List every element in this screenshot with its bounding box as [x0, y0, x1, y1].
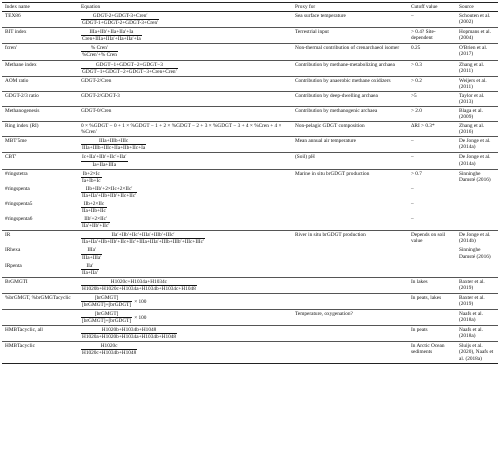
- equation-cell: [78, 277, 292, 293]
- equation-numerator: IIa′+IIb′+IIc′+IIIa′+IIIb′+IIIc′: [81, 232, 205, 239]
- equation-fraction: [81, 343, 137, 356]
- table-row: [2, 91, 498, 106]
- proxy-cell: Terrestrial input: [292, 28, 408, 44]
- equation-numerator: H1020c+H1034a+H1034c: [81, 279, 197, 286]
- equation-numerator: H1020c: [81, 343, 137, 350]
- table-row: [2, 76, 498, 91]
- proxy-cell: [292, 246, 408, 261]
- table-row: [2, 215, 498, 231]
- proxy-cell: [292, 262, 408, 278]
- proxy-cell: Contribution by methane-metabolizing archaea: [292, 60, 408, 76]
- equation-numerator: GDGT−1+GDGT−2+GDGT−3: [81, 62, 178, 69]
- equation-fraction: [81, 171, 102, 184]
- cutoff-cell: ΔRI > 0.3*: [408, 122, 456, 137]
- index-name-cell: BrGMGTI: [2, 277, 78, 293]
- proxy-cell: [292, 326, 408, 342]
- equation-fraction: [81, 13, 159, 26]
- cutoff-cell: –: [408, 137, 456, 153]
- proxy-cell: Contribution by anaerobic methane oxidizers: [292, 76, 408, 91]
- equation-cell: [78, 310, 292, 326]
- cutoff-cell: 0.25: [408, 44, 456, 60]
- source-cell: De Jonge et al. (2014b): [459, 232, 491, 245]
- equation-numerator: [brGMGT]: [81, 295, 132, 302]
- equation-cell: [78, 262, 292, 278]
- source-cell: [456, 200, 498, 215]
- table-body: [2, 12, 498, 364]
- proxy-cell: Contribution by deep-dwelling archaea: [292, 91, 408, 106]
- equation-denominator: H1020b+H1020c+H1034a+H1034b+H1034c+H1048: [82, 285, 196, 292]
- equation-cell: [78, 246, 292, 261]
- proxy-cell: [292, 200, 408, 215]
- equation-cell: GDGT-2/GDGT-3: [78, 91, 292, 106]
- index-name-cell: IRhexa: [5, 247, 21, 254]
- cutoff-cell: –: [408, 215, 456, 231]
- index-name-cell: #ringspenta: [5, 185, 30, 192]
- source-cell: Schouten et al. (2002): [456, 12, 498, 28]
- equation-cell: [78, 60, 292, 76]
- equation-denominator: IIa+IIb+IIc: [82, 208, 106, 215]
- proxy-cell: Marine in situ brGDGT production: [295, 170, 370, 177]
- source-cell: O'Brien et al. (2017): [456, 44, 498, 60]
- table-row: [2, 231, 498, 247]
- index-name-cell: %brGMGT, %brGMGTacyclic: [2, 293, 78, 309]
- table-row: [2, 262, 498, 278]
- cutoff-cell: –: [411, 185, 414, 192]
- index-name-cell: MBT′5me: [2, 137, 78, 153]
- source-cell: Naafs et al. (2018a): [456, 310, 498, 326]
- table-row: [2, 277, 498, 293]
- equation-fraction: [81, 263, 99, 276]
- equation-numerator: % Cren′: [81, 45, 118, 52]
- equation-fraction: [81, 247, 102, 260]
- cutoff-cell: > 0.3: [408, 60, 456, 76]
- equation-denominator: %Cren′+% Cren: [82, 52, 117, 59]
- equation-denominator: IIIa+IIIb+IIIc+IIa+IIb+IIc+Ia: [82, 145, 146, 152]
- index-name-cell: #ringspenta6: [2, 215, 78, 231]
- proxy-cell: (Soil) pH: [292, 153, 408, 169]
- cutoff-cell: In peats: [408, 326, 456, 342]
- index-name-cell: IRpenta: [2, 262, 78, 278]
- header-proxy: Proxy for: [292, 3, 408, 12]
- cutoff-cell: –: [408, 12, 456, 28]
- cutoff-cell: Depends on soil value: [411, 232, 446, 245]
- proxy-cell: [292, 293, 408, 309]
- equation-denominator: [brGMGT]+[brGDGT]: [82, 301, 132, 308]
- table-row: [2, 153, 498, 169]
- cutoff-cell: In peats, lakes: [408, 293, 456, 309]
- cutoff-cell: > 0.2: [408, 76, 456, 91]
- equation-numerator: IIIa+IIb′+IIa+IIa′+Ia: [81, 29, 142, 36]
- source-cell: Zhang et al. (2016): [456, 122, 498, 137]
- equation-numerator: GDGT-2+GDGT-3+Cren′: [81, 13, 159, 20]
- equation-cell: [78, 12, 292, 28]
- equation-cell: [78, 169, 292, 185]
- source-cell: [456, 215, 498, 231]
- header-cutoff: Cutoff value: [408, 3, 456, 12]
- equation-cell: [78, 293, 292, 309]
- equation-denominator: IIa′+IIb′+IIc′: [82, 223, 110, 230]
- cutoff-cell: [408, 310, 456, 326]
- equation-denominator: H1020c+H1034b+H1048: [82, 350, 137, 357]
- index-name-cell: [2, 310, 78, 326]
- source-cell: [456, 185, 498, 200]
- equation-fraction: [81, 327, 177, 340]
- proxy-cell: [292, 215, 408, 231]
- source-cell: Weijers et al. (2011): [456, 76, 498, 91]
- table-row: [2, 60, 498, 76]
- equation-fraction: [81, 232, 205, 245]
- source-cell: De Jonge et al. (2014a): [456, 153, 498, 169]
- equation-numerator: IIb+2×IIc: [81, 201, 107, 208]
- header-source: Source: [456, 3, 498, 12]
- proxy-cell: Non-pelagic GDGT composition: [292, 122, 408, 137]
- equation-fraction: [81, 138, 146, 151]
- cutoff-cell: >5: [408, 91, 456, 106]
- equation-numerator: IIb′+2×IIc′: [81, 216, 110, 223]
- header-index-name: Index name: [2, 3, 78, 12]
- index-name-cell: IR: [5, 232, 11, 239]
- source-cell: Baxter et al. (2019): [456, 277, 498, 293]
- index-name-cell: Methane index: [2, 60, 78, 76]
- table-row: [2, 28, 498, 44]
- equation-fraction: [81, 62, 178, 75]
- equation-denominator: IIa+IIa′+IIb+IIb′+IIc+IIc′+IIIa+IIIa′+IIIb+IIIb′+IIIc+IIIc′: [82, 239, 205, 246]
- cutoff-cell: > 0.4? Site-dependent: [408, 28, 456, 44]
- equation-fraction: [81, 45, 118, 58]
- equation-denominator: Cren+IIIa+IIIa′+IIa+IIa′+Ia: [82, 36, 141, 43]
- equation-cell: 0 × %GDGT − 0 + 1 × %GDGT − 1 + 2 × %GDGT − 2 + 3 × %GDGT − 3 + 4 × %Cren + 4 × %Cren′: [78, 122, 292, 137]
- equation-numerator: IIb+IIb′+2×IIc+2×IIc′: [81, 186, 137, 193]
- index-name-cell: HMBTacyclic: [2, 342, 78, 363]
- equation-cell: [78, 44, 292, 60]
- equation-denominator: IIa+IIa′: [82, 269, 98, 276]
- source-cell: Hopmans et al. (2004): [456, 28, 498, 44]
- proxy-cell: Contribution by methanogenic archaea: [292, 107, 408, 122]
- equation-denominator: Ia+IIa+IIIa: [92, 161, 117, 168]
- cutoff-cell: In lakes: [408, 277, 456, 293]
- equation-denominator: IIa+IIa′+IIb+IIb′+IIc+IIc′: [82, 192, 137, 199]
- index-name-cell: TEX86: [2, 12, 78, 28]
- proxy-cell: Non-thermal contribution of crenarchaeol isomer: [292, 44, 408, 60]
- table-row: [2, 122, 498, 137]
- table-row: [2, 44, 498, 60]
- proxy-cell: Sea surface temperature: [292, 12, 408, 28]
- equation-denominator: H1020a+H1020b+H1034a+H1034b+H1048: [82, 334, 177, 341]
- equation-fraction: [81, 201, 107, 214]
- table-row: [2, 185, 498, 200]
- source-cell: Baxter et al. (2019): [456, 293, 498, 309]
- equation-numerator: [brGMGT]: [81, 311, 132, 318]
- equation-cell: GDGT-2/Cren: [78, 76, 292, 91]
- source-cell: Blaga et al. (2009): [456, 107, 498, 122]
- equation-fraction: [81, 154, 128, 167]
- header-equation: Equation: [78, 3, 292, 12]
- proxy-cell: [292, 342, 408, 363]
- source-cell: Zhang et al. (2011): [456, 60, 498, 76]
- equation-denominator: Ia+Ib+Ic: [82, 177, 101, 184]
- equation-fraction: [81, 216, 110, 229]
- table-row: [2, 310, 498, 326]
- cutoff-cell: In Arctic Ocean sediments: [408, 342, 456, 363]
- equation-cell: [78, 200, 292, 215]
- cutoff-cell: –: [408, 153, 456, 169]
- equation-cell: [78, 326, 292, 342]
- equation-numerator: H1020b+H1034b+H1048: [81, 327, 177, 334]
- source-cell: Taylor et al. (2013): [456, 91, 498, 106]
- source-cell: De Jonge et al. (2014a): [456, 137, 498, 153]
- table-row: [2, 12, 498, 28]
- equation-denominator: IIIa+IIIa′: [82, 254, 102, 261]
- equation-cell: [78, 28, 292, 44]
- equation-numerator: IIa′: [81, 263, 99, 270]
- header-row: [2, 3, 498, 12]
- proxy-cell: Mean annual air temperature: [292, 137, 408, 153]
- equation-denominator: [brGMGT]+[brGDGT]: [82, 318, 132, 325]
- proxy-cell: [292, 277, 408, 293]
- table-row: [2, 169, 498, 185]
- index-name-cell: CBT′: [2, 153, 78, 169]
- index-name-cell: Ring index (RI): [2, 122, 78, 137]
- equation-numerator: IIIa+IIIb+IIIc: [81, 138, 146, 145]
- cutoff-cell: [408, 262, 456, 278]
- table-row: [2, 246, 498, 261]
- proxy-cell: Temperature, oxygenation?: [292, 310, 408, 326]
- equation-denominator: GDGT−1+GDGT−2+GDGT−3+Cren+Cren′: [82, 68, 177, 75]
- equation-numerator: IIIa′: [81, 247, 102, 254]
- source-cell: Naafs et al. (2018a): [456, 326, 498, 342]
- source-cell: [456, 262, 498, 278]
- equation-cell: [78, 137, 292, 153]
- equation-multiplier: × 100: [134, 298, 147, 305]
- index-name-cell: GDGT-2/3 ratio: [2, 91, 78, 106]
- source-cell: Sluijs et al. (2020), Naafs et al. (2018a): [456, 342, 498, 363]
- equation-fraction: [81, 311, 132, 324]
- index-name-cell: Methanogenesis: [2, 107, 78, 122]
- equation-cell: [78, 342, 292, 363]
- index-name-cell: #ringstetra: [5, 170, 28, 177]
- equation-numerator: Ib+2×Ic: [82, 170, 100, 177]
- equation-fraction: [81, 29, 142, 42]
- equation-cell: [78, 153, 292, 169]
- equation-cell: [78, 231, 292, 247]
- equation-cell: [78, 215, 292, 231]
- equation-cell: GDGT-0/Cren: [78, 107, 292, 122]
- cutoff-cell: > 0.7: [411, 170, 422, 177]
- proxy-cell: [292, 185, 408, 200]
- cutoff-cell: > 2.0: [408, 107, 456, 122]
- equation-fraction: [81, 295, 132, 308]
- index-table: [2, 2, 498, 364]
- equation-cell: [78, 185, 292, 200]
- index-name-cell: #ringspenta5: [5, 200, 33, 207]
- cutoff-cell: –: [411, 200, 414, 207]
- index-name-cell: AOM ratio: [2, 76, 78, 91]
- index-name-cell: HMBTacyclic, all: [2, 326, 78, 342]
- equation-denominator: GDGT-1+GDGT-2+GDGT-3+Cren′: [82, 20, 159, 27]
- proxy-cell: River in situ brGDGT production: [295, 232, 366, 239]
- equation-numerator: Ic+IIa′+IIb′+IIc′+IIa′: [82, 154, 127, 161]
- equation-fraction: [81, 186, 137, 199]
- table-row: [2, 200, 498, 215]
- index-name-cell: BIT index: [2, 28, 78, 44]
- source-cell: Sinninghe Damsté (2016): [459, 247, 491, 260]
- table-row: [2, 137, 498, 153]
- equation-multiplier: × 100: [134, 314, 147, 321]
- table-row: [2, 293, 498, 309]
- index-name-cell: fcren′: [2, 44, 78, 60]
- table-row: [2, 107, 498, 122]
- equation-fraction: [81, 279, 197, 292]
- table-row: [2, 326, 498, 342]
- table-row: [2, 342, 498, 363]
- cutoff-cell: [408, 246, 456, 261]
- source-cell: Sinninghe Damsté (2016): [459, 170, 491, 183]
